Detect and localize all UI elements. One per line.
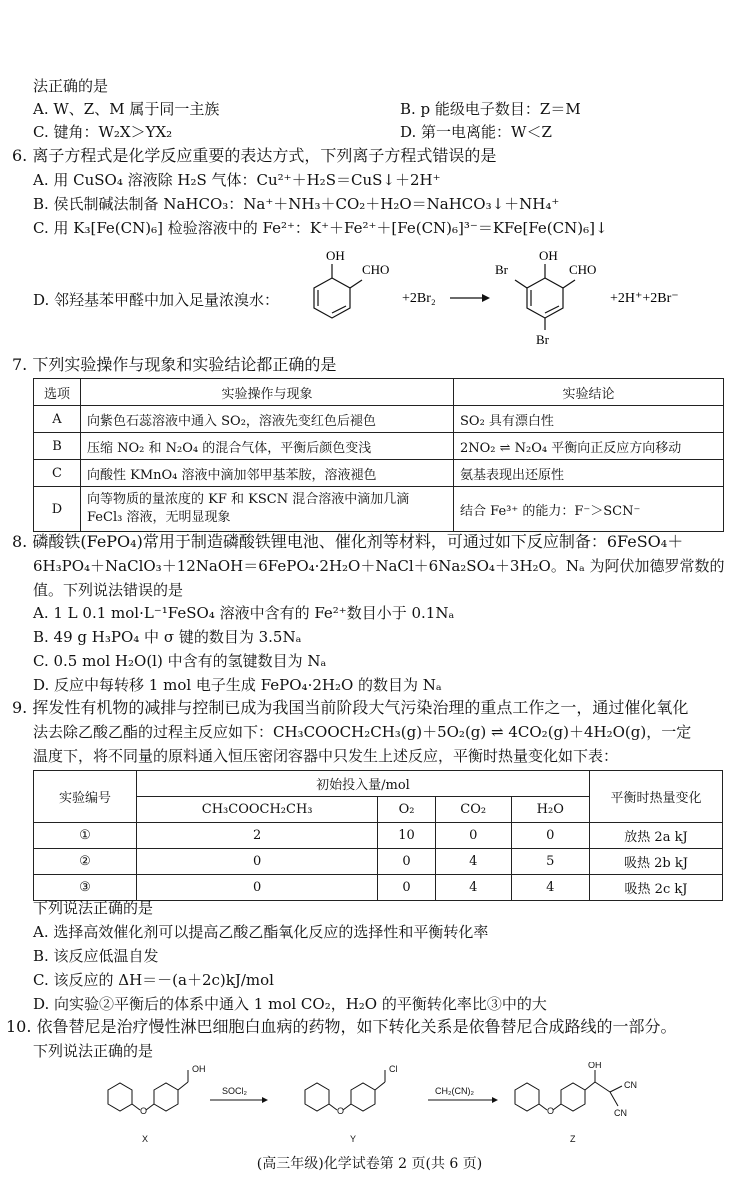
q5-option-a: A. W、Z、M 属于同一主族	[33, 100, 220, 118]
q9-r1-c1: 2	[137, 823, 378, 849]
product-cho-label: CHO	[569, 262, 597, 277]
q9-r1-c2: 10	[378, 823, 436, 849]
q7-row-c-option: C	[34, 460, 81, 487]
q10-line2: 下列说法正确的是	[33, 1042, 154, 1060]
q9-option-b: B. 该反应低温自发	[33, 947, 159, 965]
q7-row-d-option: D	[34, 487, 81, 532]
y-cl-label: Cl	[389, 1064, 398, 1074]
q9-r2-c4: 5	[511, 849, 589, 875]
q8-option-d: D. 反应中每转移 1 mol 电子生成 FePO₄·2H₂O 的数目为 Nₐ	[33, 676, 442, 694]
q5-stem-tail: 法正确的是	[33, 77, 109, 95]
q9-r3-c5: 吸热 2c kJ	[590, 875, 723, 901]
q7-header-option: 选项	[34, 379, 81, 406]
x-oh-label: OH	[192, 1064, 206, 1074]
table-row	[34, 823, 723, 849]
q9-line1: 9. 挥发性有机物的减排与控制已成为我国当前阶段大气污染治理的重点工作之一，通过催化氧化	[12, 698, 689, 717]
q5-option-b: B. p 能级电子数目：Z＝M	[400, 100, 581, 118]
q9-r3-c3: 4	[435, 875, 511, 901]
q9-option-c: C. 该反应的 ΔH＝－(a＋2c)kJ/mol	[33, 971, 274, 989]
q9-subheader-h2o: H₂O	[511, 797, 589, 823]
z-cn-lower: CN	[614, 1108, 627, 1118]
q8-line1: 8. 磷酸铁(FePO₄)常用于制造磷酸铁锂电池、催化剂等材料，可通过如下反应制备：6FeSO₄＋	[12, 532, 684, 551]
reagent-malononitrile: CH₂(CN)₂	[435, 1086, 474, 1096]
page-footer: (高三年级)化学试卷第 2 页(共 6 页)	[256, 1156, 483, 1172]
label-x: X	[142, 1134, 149, 1144]
q8-line2: 6H₃PO₄＋NaClO₃＋12NaOH＝6FePO₄·2H₂O＋NaCl＋6Na₂SO₄＋3H₂O。Nₐ 为阿伏加德罗常数的	[33, 557, 725, 575]
q9-option-d: D. 向实验②平衡后的体系中通入 1 mol CO₂，H₂O 的平衡转化率比③中的大	[33, 995, 547, 1013]
label-z: Z	[570, 1134, 576, 1144]
q9-ask: 下列说法正确的是	[33, 899, 154, 917]
q8-option-c: C. 0.5 mol H₂O(l) 中含有的氢键数目为 Nₐ	[33, 652, 327, 670]
q6-stem: 6. 离子方程式是化学反应重要的表达方式，下列离子方程式错误的是	[12, 146, 497, 165]
q7-row-b-option: B	[34, 433, 81, 460]
reactant-oh-label: OH	[326, 248, 345, 263]
product-br-left: Br	[495, 262, 508, 277]
q7-row-d-operation: 向等物质的量浓度的 KF 和 KSCN 混合溶液中滴加几滴 FeCl₃ 溶液，无明显现象	[81, 487, 454, 532]
q9-line2: 法去除乙酸乙酯的过程主反应如下：CH₃COOCH₂CH₃(g)＋5O₂(g) ⇌ 4CO₂(g)＋4H₂O(g)，一定	[33, 723, 692, 741]
q9-r1-c3: 0	[435, 823, 511, 849]
q7-row-b-conclusion: 2NO₂ ⇌ N₂O₄ 平衡向正反应方向移动	[454, 433, 724, 460]
table-row	[34, 433, 724, 460]
q9-option-a: A. 选择高效催化剂可以提高乙酸乙酯氧化反应的选择性和平衡转化率	[33, 923, 489, 941]
z-o-label: O	[547, 1106, 555, 1116]
q8-option-b: B. 49 g H₃PO₄ 中 σ 键的数目为 3.5Nₐ	[33, 628, 302, 646]
q9-r2-c5: 吸热 2b kJ	[590, 849, 723, 875]
q8-line3: 值。下列说法错误的是	[33, 581, 184, 599]
product-br-bottom: Br	[536, 332, 549, 347]
q6-option-b: B. 侯氏制碱法制备 NaHCO₃：Na⁺＋NH₃＋CO₂＋H₂O＝NaHCO₃↓＋NH₄⁺	[33, 195, 560, 213]
z-cn-upper: CN	[624, 1080, 637, 1090]
product-oh-label: OH	[539, 248, 558, 263]
q9-r1-c5: 放热 2a kJ	[590, 823, 723, 849]
q9-r3-c4: 4	[511, 875, 589, 901]
q5-option-d: D. 第一电离能：W＜Z	[400, 123, 552, 141]
q5-option-c: C. 键角：W₂X＞YX₂	[33, 123, 173, 141]
q9-header-heat: 平衡时热量变化	[590, 771, 723, 823]
q9-header-exp: 实验编号	[34, 771, 137, 823]
table-row	[34, 849, 723, 875]
q7-row-d-conclusion: 结合 Fe³⁺ 的能力：F⁻＞SCN⁻	[454, 487, 724, 532]
q6-option-c: C. 用 K₃[Fe(CN)₆] 检验溶液中的 Fe²⁺：K⁺＋Fe²⁺＋[Fe(CN)₆]³⁻＝KFe[Fe(CN)₆]↓	[33, 219, 608, 237]
q9-subheader-o2: O₂	[378, 797, 436, 823]
q9-r2-c0: ②	[34, 849, 137, 875]
q9-r1-c0: ①	[34, 823, 137, 849]
q7-header-conclusion: 实验结论	[454, 379, 724, 406]
q9-r1-c4: 0	[511, 823, 589, 849]
reactant-cho-label: CHO	[362, 262, 390, 277]
q7-row-a-operation: 向紫色石蕊溶液中通入 SO₂，溶液先变红色后褪色	[81, 406, 454, 433]
table-row	[34, 875, 723, 901]
q7-table	[33, 378, 724, 532]
q6-reaction-scheme	[300, 240, 739, 350]
q6-option-d: D. 邻羟基苯甲醛中加入足量浓溴水：	[33, 291, 280, 309]
q9-subheader-ester: CH₃COOCH₂CH₃	[137, 797, 378, 823]
label-y: Y	[350, 1134, 357, 1144]
q9-table	[33, 770, 723, 901]
q7-row-b-operation: 压缩 NO₂ 和 N₂O₄ 的混合气体，平衡后颜色变浅	[81, 433, 454, 460]
q10-line1: 10. 依鲁替尼是治疗慢性淋巴细胞白血病的药物，如下转化关系是依鲁替尼合成路线的一部分。	[6, 1017, 677, 1036]
reagent-br2: +2Br₂	[402, 291, 436, 306]
q8-option-a: A. 1 L 0.1 mol·L⁻¹FeSO₄ 溶液中含有的 Fe²⁺数目小于 0.1Nₐ	[33, 604, 455, 622]
products-ions: +2H⁺+2Br⁻	[610, 291, 679, 306]
q7-row-c-operation: 向酸性 KMnO₄ 溶液中滴加邻甲基苯胺，溶液褪色	[81, 460, 454, 487]
q7-header-operation: 实验操作与现象	[81, 379, 454, 406]
reagent-socl2: SOCl₂	[222, 1086, 247, 1096]
q9-r3-c1: 0	[137, 875, 378, 901]
table-row	[34, 460, 724, 487]
q9-header-init: 初始投入量/mol	[137, 771, 590, 797]
q7-stem: 7. 下列实验操作与现象和实验结论都正确的是	[12, 355, 337, 374]
q7-row-a-option: A	[34, 406, 81, 433]
q9-r3-c2: 0	[378, 875, 436, 901]
q9-r2-c2: 0	[378, 849, 436, 875]
q9-r3-c0: ③	[34, 875, 137, 901]
q10-synthesis-scheme	[90, 1062, 710, 1150]
q9-r2-c3: 4	[435, 849, 511, 875]
q7-row-c-conclusion: 氨基表现出还原性	[454, 460, 724, 487]
q9-line3: 温度下，将不同量的原料通入恒压密闭容器中只发生上述反应，平衡时热量变化如下表：	[33, 747, 619, 765]
table-row	[34, 487, 724, 532]
q9-subheader-co2: CO₂	[435, 797, 511, 823]
q9-r2-c1: 0	[137, 849, 378, 875]
y-o-label: O	[337, 1106, 345, 1116]
salicylaldehyde-structure	[314, 264, 362, 318]
q7-row-a-conclusion: SO₂ 具有漂白性	[454, 406, 724, 433]
product-structure	[515, 264, 575, 330]
z-oh-label: OH	[588, 1062, 602, 1070]
x-o-label: O	[140, 1106, 148, 1116]
table-row	[34, 406, 724, 433]
q6-option-a: A. 用 CuSO₄ 溶液除 H₂S 气体：Cu²⁺＋H₂S＝CuS↓＋2H⁺	[33, 171, 441, 189]
